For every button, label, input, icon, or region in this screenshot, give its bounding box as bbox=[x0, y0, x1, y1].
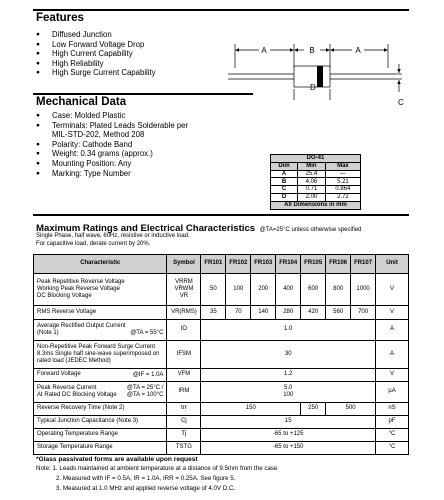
ratings-table bbox=[33, 254, 409, 455]
col-header: FR107 bbox=[351, 255, 376, 274]
col-header: Characteristic bbox=[34, 255, 167, 274]
diode-outline-diagram bbox=[228, 42, 412, 110]
dim-row: B 4.06 5.21 bbox=[271, 178, 361, 186]
ratings-row: Average Rectified Output Current (Note 1) @TA = 55°C IO 1.0 A bbox=[34, 320, 409, 341]
dim-label-d: D bbox=[310, 83, 316, 92]
ratings-row: Storage Temperature Range TSTG -65 to +150 °C bbox=[34, 442, 409, 455]
col-header: Symbol bbox=[167, 255, 201, 274]
dim-col-header: Dim bbox=[271, 162, 298, 170]
dim-col-header: Min bbox=[298, 162, 326, 170]
mechanical-item: ● Weight: 0.34 grams (approx.) bbox=[36, 149, 188, 159]
col-header: FR103 bbox=[251, 255, 276, 274]
col-header: FR106 bbox=[326, 255, 351, 274]
mechanical-item: ● Mounting Position: Any bbox=[36, 159, 188, 169]
mechanical-title: Mechanical Data bbox=[36, 96, 127, 108]
col-header: FR102 bbox=[226, 255, 251, 274]
dim-label-a: A bbox=[355, 46, 361, 55]
ratings-row: Forward Voltage @IF = 1.0A VFM 1.2 V bbox=[34, 369, 409, 382]
mechanical-item: ● Case: Molded Plastic bbox=[36, 111, 188, 121]
ratings-rule bbox=[33, 214, 409, 216]
dim-label-a: A bbox=[261, 46, 267, 55]
ratings-title-condition: @TA=25°C unless otherwise specified bbox=[259, 227, 362, 233]
mechanical-item: ● Polarity: Cathode Band bbox=[36, 140, 188, 150]
feature-item: ● High Current Capability bbox=[36, 49, 156, 59]
note-line: Note: 1. Leads maintained at ambient temperature at a distance of 9.5mm from the case bbox=[36, 465, 278, 472]
dim-row: C 0.71 0.864 bbox=[271, 186, 361, 194]
col-header: FR105 bbox=[301, 255, 326, 274]
mechanical-rule bbox=[33, 93, 253, 95]
feature-item: ● High Reliability bbox=[36, 59, 156, 69]
dim-label-b: B bbox=[309, 46, 315, 55]
ratings-row: Typical Junction Capacitance (Note 3) Cj 15 pF bbox=[34, 416, 409, 429]
features-title: Features bbox=[36, 12, 84, 24]
note-line: 2. Measured with IF = 0.5A, IR = 1.0A, IRR = 0.25A. See figure 5. bbox=[56, 475, 236, 482]
features-rule bbox=[33, 9, 409, 11]
dim-table-footer: All Dimensions in mm bbox=[271, 201, 361, 209]
feature-item: ● Diffused Junction bbox=[36, 30, 156, 40]
mechanical-list bbox=[36, 111, 188, 178]
ratings-row: Peak Reverse Current At Rated DC Blocking Voltage @TA = 25°C / @TA = 100°C IRM 5.0 100 µA bbox=[34, 382, 409, 403]
ratings-row: Non-Repetitive Peak Forward Surge Current 8.3ms Single half sine-wave superimposed on rated load (JEDEC Method) IFSM 30 A bbox=[34, 341, 409, 369]
dim-col-header: Max bbox=[325, 162, 360, 170]
col-header: FR104 bbox=[276, 255, 301, 274]
ratings-row: Reverse Recovery Time (Note 2) trr 150 250 500 nS bbox=[34, 403, 409, 416]
ratings-row: Peak Repetitive Reverse Voltage Working Peak Reverse Voltage DC Blocking Voltage VRRM VRWM VR 50 100 200 400 600 800 1000 V bbox=[34, 274, 409, 306]
feature-item: ● High Surge Current Capability bbox=[36, 68, 156, 78]
col-header: Unit bbox=[376, 255, 409, 274]
dimension-table bbox=[270, 154, 361, 210]
dim-row: A 25.4 — bbox=[271, 170, 361, 178]
dim-row: D 2.00 2.72 bbox=[271, 193, 361, 201]
dim-label-c: C bbox=[398, 98, 404, 107]
feature-item: ● Low Forward Voltage Drop bbox=[36, 40, 156, 50]
dim-table-title: DO-41 bbox=[271, 155, 361, 163]
glass-note: *Glass passivated forms are available upon request bbox=[36, 456, 198, 463]
ratings-row: RMS Reverse Voltage VR(RMS) 35 70 140 280 420 560 700 V bbox=[34, 306, 409, 320]
ratings-row: Operating Temperature Range Tj -65 to +125 °C bbox=[34, 429, 409, 442]
ratings-title: Maximum Ratings and Electrical Characteristics bbox=[36, 223, 256, 234]
mechanical-item: ● Marking: Type Number bbox=[36, 169, 188, 179]
col-header: FR101 bbox=[201, 255, 226, 274]
note-line: 3. Measured at 1.0 MHz and applied reverse voltage of 4.0V D.C. bbox=[56, 485, 236, 492]
ratings-subtitle: Single Phase, half wave, 60Hz, resistive or inductive load. bbox=[36, 233, 190, 239]
ratings-header-row bbox=[34, 255, 409, 274]
ratings-subtitle: For capacitive load, derate current by 20%. bbox=[36, 241, 151, 247]
features-list bbox=[36, 30, 156, 78]
mechanical-item: ● Terminals: Plated Leads Solderable per MIL-STD-202, Method 208 bbox=[36, 121, 188, 140]
